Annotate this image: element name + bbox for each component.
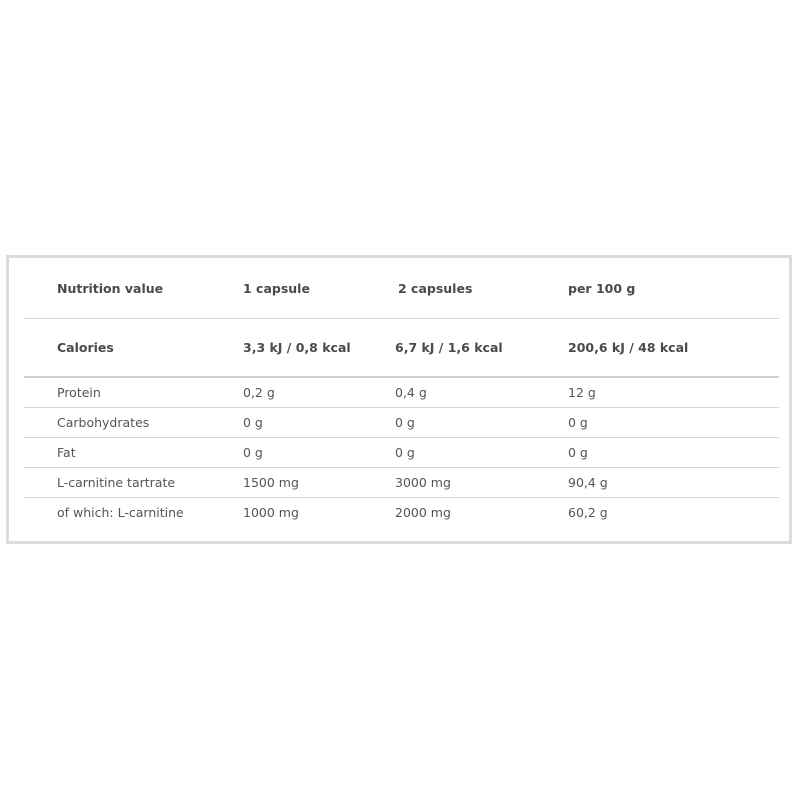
table-row (24, 498, 779, 527)
header-per-100g: per 100 g (568, 280, 636, 296)
row-2-capsules: 2000 mg (395, 505, 451, 520)
row-2-capsules: 0 g (395, 445, 415, 460)
row-1-capsule: 1500 mg (243, 475, 299, 490)
nutrition-table-panel (6, 255, 792, 544)
row-per-100g: 12 g (568, 385, 596, 400)
header-1-capsule: 1 capsule (243, 280, 310, 296)
calories-2-capsules: 6,7 kJ / 1,6 kcal (395, 340, 503, 355)
row-label: Protein (57, 385, 101, 400)
row-2-capsules: 0,4 g (395, 385, 427, 400)
row-label: L-carnitine tartrate (57, 475, 176, 490)
row-2-capsules: 3000 mg (395, 475, 451, 490)
calories-label: Calories (57, 340, 114, 355)
table-row (24, 378, 779, 407)
calories-row (24, 319, 779, 376)
row-1-capsule: 0 g (243, 415, 263, 430)
row-per-100g: 0 g (568, 415, 588, 430)
row-label: Fat (57, 445, 76, 460)
row-1-capsule: 1000 mg (243, 505, 299, 520)
calories-per-100g: 200,6 kJ / 48 kcal (568, 340, 689, 355)
row-per-100g: 90,4 g (568, 475, 608, 490)
table-header-row (24, 258, 779, 318)
row-2-capsules: 0 g (395, 415, 415, 430)
row-1-capsule: 0 g (243, 445, 263, 460)
row-label: of which: L-carnitine (57, 505, 184, 520)
table-row (24, 438, 779, 467)
row-label: Carbohydrates (57, 415, 150, 430)
header-nutrition-value: Nutrition value (57, 280, 164, 296)
header-2-capsules: 2 capsules (398, 280, 473, 296)
table-row (24, 468, 779, 497)
row-1-capsule: 0,2 g (243, 385, 275, 400)
table-row (24, 408, 779, 437)
calories-1-capsule: 3,3 kJ / 0,8 kcal (243, 340, 351, 355)
row-per-100g: 60,2 g (568, 505, 608, 520)
row-per-100g: 0 g (568, 445, 588, 460)
